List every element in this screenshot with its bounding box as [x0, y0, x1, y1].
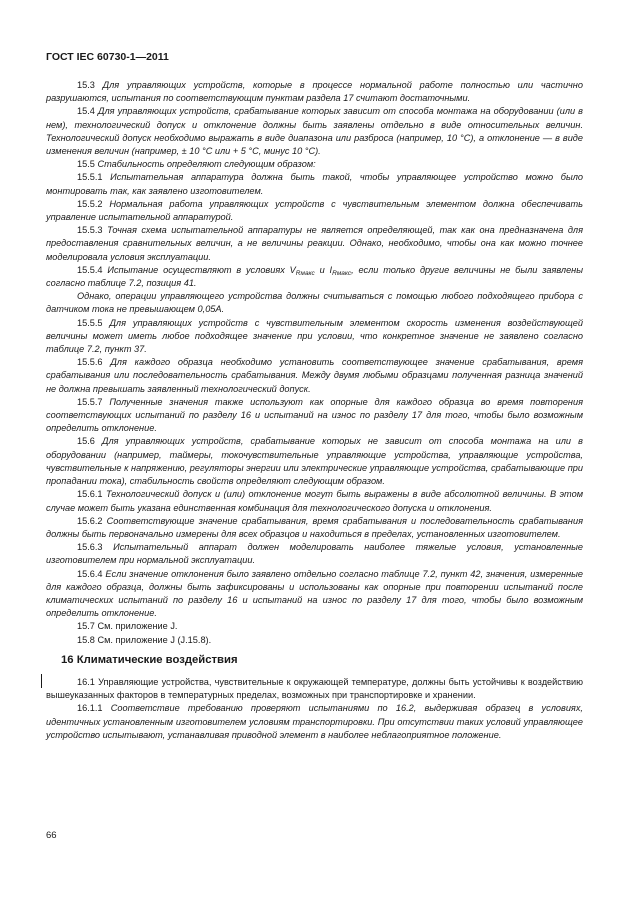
paragraph-15-6: 15.6 Для управляющих устройств, срабатывание которых не зависит от способа монтажа на или в оборудовании (например, таймеры, токочувствительные управляющие устройства, управляющие устройства, чувствительные к напряжению, регуляторы энергии или электрические управляющие устройства, срабатывающие при пропадании тока), стабильность свойств определяют следующим образом.: [46, 436, 583, 487]
change-bar: [41, 674, 42, 688]
page-number: 66: [46, 830, 57, 841]
paragraph-15-6-4: 15.6.4 Если значение отклонения было заявлено отдельно согласно таблице 7.2, пункт 42, значения, измеренные для каждого образца, должны быть зафиксированы и использованы как опорные при повторении испытаний после климатических испытаний по разделу 16 и испытаний на износ по разделу 17 для того, чтобы было возможным определить отклонение.: [46, 568, 583, 619]
paragraph-15-5-3: 15.5.3 Точная схема испытательной аппаратуры не является определяющей, так как она предназначена для предоставления сравнительных величин, а не величины реакции. Однако, необходимо, чтобы она как можно точнее моделировала условия эксплуатации.: [46, 225, 583, 262]
document-header: ГОСТ IEC 60730-1—2011: [46, 51, 169, 63]
paragraph-15-6-1: 15.6.1 Технологический допуск и (или) отклонение могут быть выражены в виде абсолютной величины. В этом случае может быть указана единственная комбинация для технологического допуска и отклонения.: [46, 489, 583, 513]
section-title: 16 Климатические воздействия: [61, 653, 238, 666]
paragraph-15-5-6: 15.5.6 Для каждого образца необходимо установить соответствующее значение срабатывания, время срабатывания или последовательность срабатывания. Между двумя любыми образцами полученная разница значений не должна превышать заявленный технологический допуск.: [46, 357, 583, 394]
paragraph-15-5: 15.5 Стабильность определяют следующим образом:: [77, 159, 316, 170]
paragraph-15-5-1: 15.5.1 Испытательная аппаратура должна быть такой, чтобы управляющее устройство можно было монтировать так, как заявлено изготовителем.: [46, 172, 583, 196]
document-body: [46, 79, 583, 742]
paragraph-15-5-4: 15.5.4 Испытание осуществляют в условиях $V_{Rмакс}$ и $I_{Rмакс}$, если только другие величины не были заявлены согласно таблице 7.2, позиция 41.: [46, 264, 583, 289]
paragraph-16-1-1: 16.1.1 Соответствие требованию проверяют испытаниями по 16.2, выдерживая образец в условиях, идентичных установленным изготовителем условиям транспортировки. При отсутствии таких условий управляющее устройство испытывают, устанавливая приводной элемент в наиболее неблагоприятное положение.: [46, 703, 583, 740]
paragraph-15-5-7: 15.5.7 Полученные значения также используют как опорные для каждого образца во время повторения соответствующих испытаний по разделу 16 и испытаний на износ по разделу 17 для того, чтобы было возможным определить отклонение.: [46, 396, 583, 434]
paragraph-15-8: 15.8 См. приложение J (J.15.8).: [77, 634, 212, 645]
paragraph-16-1: 16.1 Управляющие устройства, чувствительные к окружающей температуре, должны быть устойчивы к воздействию вышеуказанных факторов в температурных пределах, возможных при транспортировке и хранении.: [46, 676, 583, 701]
paragraph-15-4: 15.4 Для управляющих устройств, срабатывание которых зависит от способа монтажа на оборудовании (или в нем), технологический допуск и отклонение должны быть заявлены отдельно в виде относительных величин. Технологический допуск необходимо выражать в виде диапазона или разброса (например, 10 °С), а отклонение — в виде изменения величин (например, ± 10 °С или + 5 °С, минус 10 °С).: [46, 106, 583, 157]
paragraph-15-3: 15.3 Для управляющих устройств, которые в процессе нормальной работе полностью или частично разрушаются, испытания по соответствующим пунктам раздела 17 считают достаточными.: [46, 80, 583, 104]
paragraph-15-5-5: 15.5.5 Для управляющих устройств с чувствительным элементом скорость изменения воздействующей величины может иметь любое подходящее значение при условии, что конкретное значение не заявлено согласно таблице 7.2, пункт 37.: [46, 317, 583, 355]
paragraph-15-5-4-cont: Однако, операции управляющего устройства должны считываться с помощью любого подходящего прибора с датчиком тока не превышающем 0,05А.: [46, 291, 583, 315]
paragraph-15-6-2: 15.6.2 Соответствующие значение срабатывания, время срабатывания и последовательность срабатывания должны быть первоначально измерены для всех образцов и находиться в пределах, установленных изготовителем.: [46, 515, 583, 539]
paragraph-15-5-2: 15.5.2 Нормальная работа управляющих устройств с чувствительным элементом должна обеспечивать управление испытательной аппаратурой.: [46, 198, 583, 223]
paragraph-15-7: 15.7 См. приложение J.: [77, 621, 178, 632]
paragraph-15-6-3: 15.6.3 Испытательный аппарат должен моделировать наиболее тяжелые условия, установленные изготовителем при нормальной эксплуатации.: [46, 542, 583, 566]
